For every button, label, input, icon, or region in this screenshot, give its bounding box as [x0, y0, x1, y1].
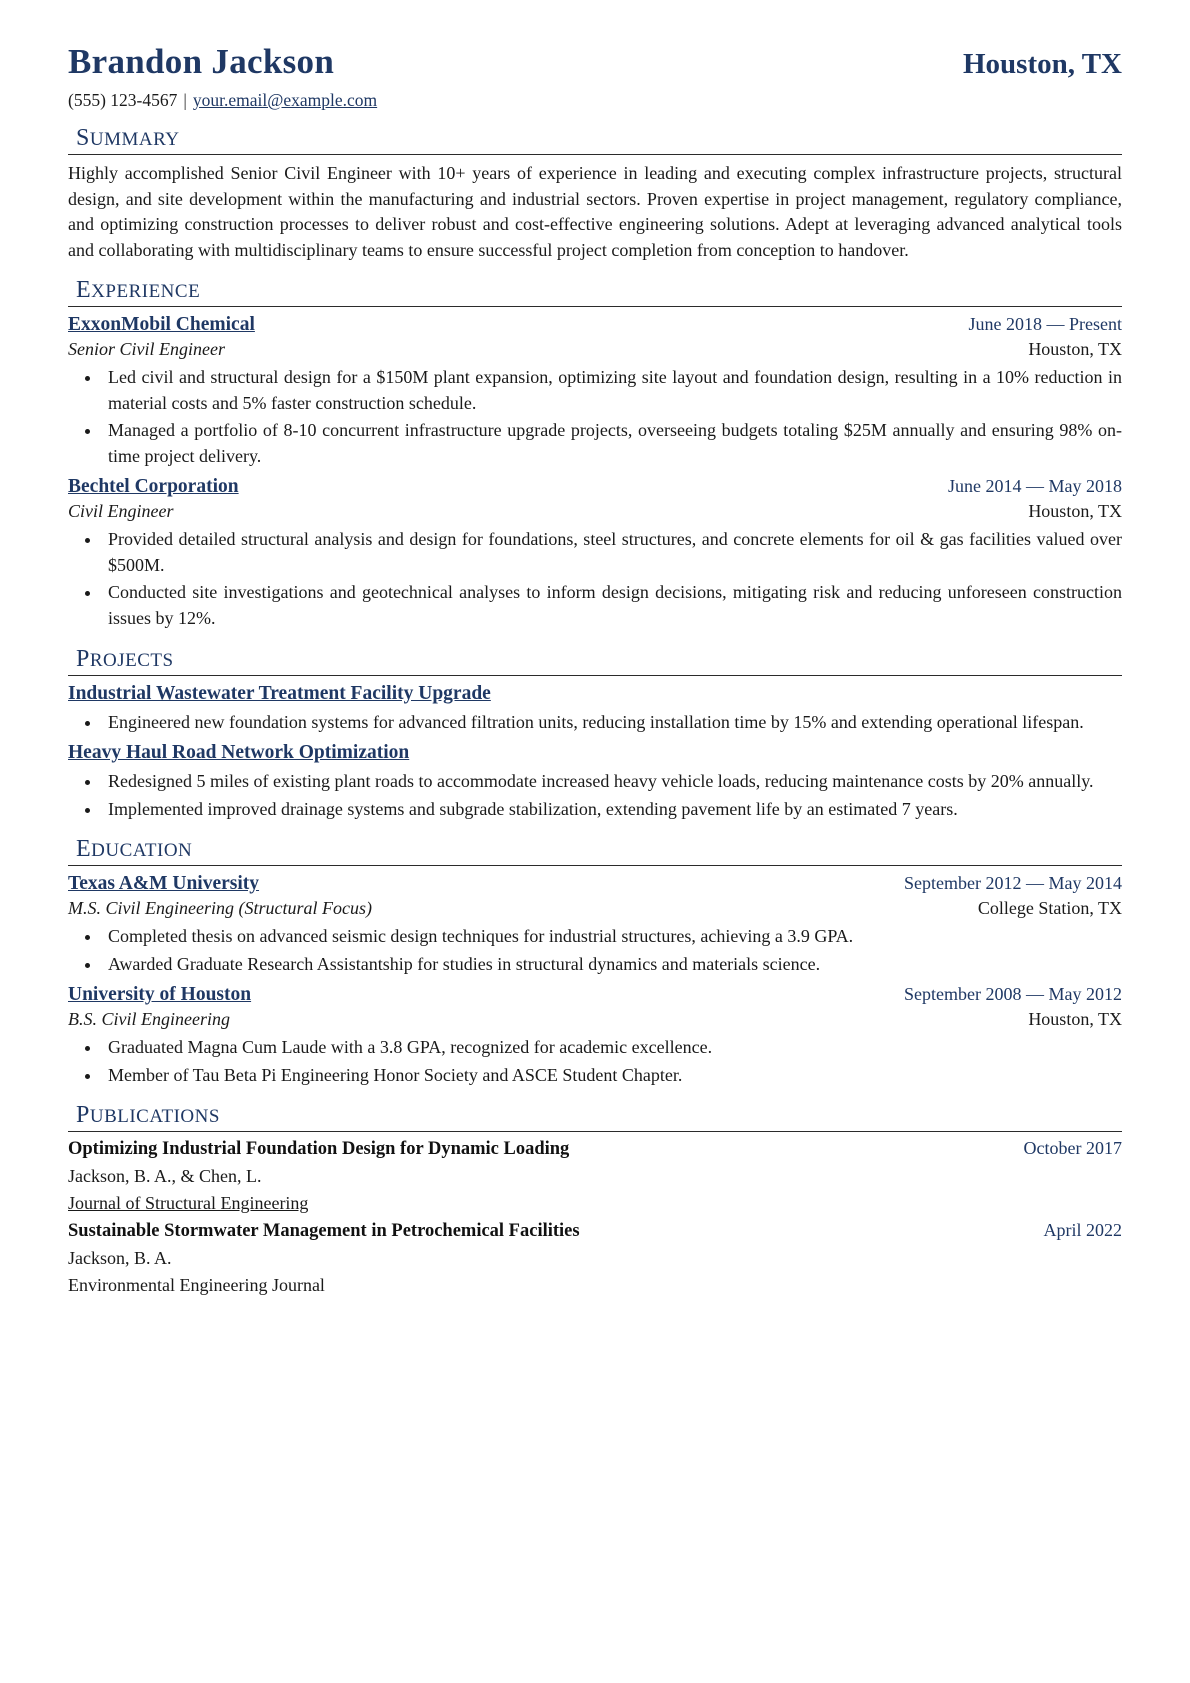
- education-dates: September 2008 — May 2012: [904, 984, 1122, 1005]
- employment-dates: June 2018 — Present: [968, 314, 1122, 335]
- list-item: • Led civil and structural design for a $150M plant expansion, optimizing site layout and foundation design, resulting in a 10% reduction in material costs and 5% faster construction schedule.: [102, 365, 1122, 416]
- job-location: Houston, TX: [1028, 339, 1122, 360]
- education-entry-head: [68, 873, 1122, 895]
- publication-date: April 2022: [1043, 1220, 1122, 1241]
- section-divider: [68, 1131, 1122, 1132]
- section-title-projects: PROJECTS: [76, 645, 174, 672]
- project-entry: [68, 683, 1122, 736]
- experience-entry-head: [68, 314, 1122, 336]
- phone-text: (555) 123-4567: [68, 90, 178, 110]
- degree-name: M.S. Civil Engineering (Structural Focus): [68, 898, 372, 919]
- publication-venue: Environmental Engineering Journal: [68, 1275, 325, 1296]
- list-item: • Awarded Graduate Research Assistantship for studies in structural dynamics and materials science.: [102, 952, 1122, 978]
- degree-name: B.S. Civil Engineering: [68, 1009, 230, 1030]
- experience-bullets: [68, 527, 1122, 631]
- contact-separator: |: [183, 90, 187, 110]
- employment-dates: June 2014 — May 2018: [948, 476, 1122, 497]
- section-title-experience: EXPERIENCE: [76, 277, 201, 304]
- publication-entry: [68, 1138, 1122, 1214]
- section-publications: [68, 1102, 1122, 1296]
- page-title: Brandon Jackson: [68, 42, 335, 81]
- school-location: College Station, TX: [977, 898, 1122, 919]
- header-location: Houston, TX: [962, 48, 1122, 80]
- education-bullets: [68, 1035, 1122, 1088]
- job-location: Houston, TX: [1028, 501, 1122, 522]
- education-entry-sub: [68, 1009, 1122, 1030]
- experience-entry: [68, 314, 1122, 469]
- job-title: Civil Engineer: [68, 501, 174, 522]
- experience-entry: [68, 476, 1122, 631]
- publication-head: [68, 1138, 1122, 1160]
- list-item: • Implemented improved drainage systems and subgrade stabilization, extending pavement life by an estimated 7 years.: [102, 797, 1122, 823]
- list-item: • Managed a portfolio of 8-10 concurrent infrastructure upgrade projects, overseeing budgets totaling $25M annually and ensuring 98% on-time project delivery.: [102, 418, 1122, 469]
- education-dates: September 2012 — May 2014: [904, 873, 1122, 894]
- list-item: • Completed thesis on advanced seismic design techniques for industrial structures, achieving a 3.9 GPA.: [102, 924, 1122, 950]
- project-entry: [68, 742, 1122, 822]
- section-title-publications: PUBLICATIONS: [76, 1102, 220, 1129]
- education-entry: [68, 873, 1122, 977]
- section-education: [68, 836, 1122, 1088]
- resume-header: [68, 42, 1122, 82]
- summary-text: Highly accomplished Senior Civil Engineer with 10+ years of experience in leading and executing complex infrastructure projects, structural design, and site development within the manufacturing and industrial sectors. Proven expertise in project management, regulatory compliance, and optimizing construction processes to deliver robust and cost-effective engineering solutions. Adept at leveraging advanced analytical tools and collaborating with multidisciplinary teams to ensure successful project completion from conception to handover.: [68, 163, 1122, 260]
- publication-title: Sustainable Stormwater Management in Petrochemical Facilities: [68, 1221, 580, 1242]
- section-projects: [68, 646, 1122, 823]
- education-entry: [68, 984, 1122, 1088]
- section-divider: [68, 675, 1122, 676]
- publication-entry: [68, 1220, 1122, 1296]
- project-name[interactable]: Industrial Wastewater Treatment Facility Upgrade: [68, 682, 491, 704]
- employer-name[interactable]: Bechtel Corporation: [68, 476, 239, 498]
- section-title-summary: SUMMARY: [76, 125, 180, 151]
- section-title-education: EDUCATION: [76, 836, 193, 863]
- list-item: • Member of Tau Beta Pi Engineering Honor Society and ASCE Student Chapter.: [102, 1063, 1122, 1089]
- list-item: • Conducted site investigations and geotechnical analyses to inform design decisions, mitigating risk and reducing unforeseen construction issues by 12%.: [102, 580, 1122, 631]
- publication-head: [68, 1220, 1122, 1242]
- list-item: • Provided detailed structural analysis and design for foundations, steel structures, and concrete elements for oil & gas facilities valued over $500M.: [102, 527, 1122, 578]
- list-item: • Redesigned 5 miles of existing plant roads to accommodate increased heavy vehicle loads, reducing maintenance costs by 20% annually.: [102, 769, 1122, 795]
- project-bullets: [68, 710, 1122, 736]
- publication-venue[interactable]: Journal of Structural Engineering: [68, 1193, 309, 1214]
- school-name[interactable]: University of Houston: [68, 984, 252, 1006]
- section-divider: [68, 154, 1122, 155]
- project-name[interactable]: Heavy Haul Road Network Optimization: [68, 742, 410, 764]
- employer-name[interactable]: ExxonMobil Chemical: [68, 314, 255, 336]
- school-location: Houston, TX: [1028, 1009, 1122, 1030]
- education-entry-head: [68, 984, 1122, 1006]
- email-link[interactable]: your.email@example.com: [192, 90, 378, 110]
- publication-authors: Jackson, B. A.: [68, 1248, 172, 1269]
- experience-bullets: [68, 365, 1122, 469]
- publication-date: October 2017: [1023, 1138, 1122, 1159]
- school-name[interactable]: Texas A&M University: [68, 873, 260, 895]
- job-title: Senior Civil Engineer: [68, 339, 225, 360]
- list-item: • Engineered new foundation systems for advanced filtration units, reducing installation time by 15% and extending operational lifespan.: [102, 710, 1122, 736]
- section-divider: [68, 865, 1122, 866]
- experience-entry-sub: [68, 501, 1122, 522]
- section-experience: [68, 277, 1122, 631]
- list-item: • Graduated Magna Cum Laude with a 3.8 GPA, recognized for academic excellence.: [102, 1035, 1122, 1061]
- education-bullets: [68, 924, 1122, 977]
- section-divider: [68, 306, 1122, 307]
- contact-line: [68, 90, 1122, 111]
- publication-authors: Jackson, B. A., & Chen, L.: [68, 1166, 262, 1187]
- education-entry-sub: [68, 898, 1122, 919]
- publication-title: Optimizing Industrial Foundation Design for Dynamic Loading: [68, 1139, 570, 1160]
- experience-entry-head: [68, 476, 1122, 498]
- experience-entry-sub: [68, 339, 1122, 360]
- project-bullets: [68, 769, 1122, 822]
- section-summary: [68, 125, 1122, 263]
